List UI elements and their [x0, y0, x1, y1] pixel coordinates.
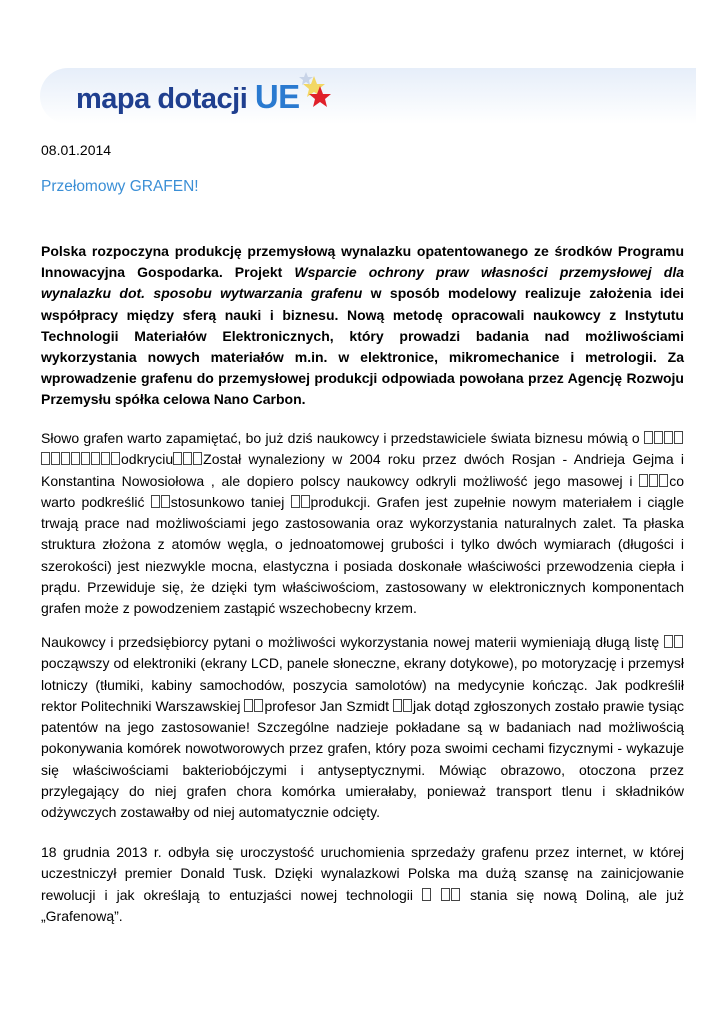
- stars-icon: [284, 70, 334, 115]
- paragraph-2: Naukowcy i przedsiębiorcy pytani o możliwości wykorzystania nowej materii wymieniają długą listę począwszy od elektroniki (ekrany LCD, panele słoneczne, ekrany dotykowe), po motoryzację i przemysł lotniczy (tłumiki, kabiny samochodów, poszycia samolotów) na medycynie kończąc. Jak podkreślił rektor Politechniki Warszawskiej profesor Jan Szmidt jak dotąd zgłoszonych zostało prawie tysiąc patentów na jego zastosowanie! Szczególne nadzieje pokładane są w badaniach nad możliwością pokonywania komórek nowotworowych przez grafen, który poza swoimi cechami fizycznymi - wykazuje się właściwościami bakteriobójczymi i antyseptycznymi. Mówiąc obrazowo, otoczona przez przylegający do niej grafen chora komórka umierałaby, ponieważ transport tlenu i składników odżywczych zostawałby od niej automatycznie odcięty.: [41, 634, 684, 821]
- logo-text: mapa dotacji UE: [76, 78, 300, 115]
- paragraph-3: 18 grudnia 2013 r. odbyła się uroczystość uruchomienia sprzedaży grafenu przez internet, w której uczestniczył premier Donald Tusk. Dzięki wynalazkowi Polska ma dużą szansę na zainicjowanie rewolucji i jak określają to entuzjaści nowej technologii stania się nową Doliną, ale już „Grafenową”.: [41, 844, 684, 924]
- article-title: Przełomowy GRAFEN!: [41, 178, 199, 195]
- article-date: 08.01.2014: [41, 142, 112, 158]
- logo[interactable]: [76, 70, 336, 120]
- paragraph-1: Słowo grafen warto zapamiętać, bo już dziś naukowcy i przedstawiciele świata biznesu mówią o odkryciu Został wynaleziony w 2004 roku przez dwóch Rosjan - Andrieja Gejma i Konstantina Nowosiołowa , ale dopiero polscy naukowcy odkryli możliwość jego masowej i co warto podkreślić stosunkowo taniej produkcji. Grafen jest zupełnie nowym materiałem i ciągle trwają prace nad możliwościami jego zastosowania oraz wykorzystania naturalnych zalet. Ta płaska struktura złożona z atomów węgla, o jednoatomowej grubości i tylko dwóch wymiarach (długości i szerokości) jest niezwykle mocna, elastyczna i posiada doskonałe właściwości przewodzenia ciepła i prądu. Przewiduje się, że dzięki tym właściwościom, zastosowany w elektronicznych komponentach grafen może z powodzeniem zastąpić wszechobecny krzem.: [41, 430, 684, 617]
- article-lead: Polska rozpoczyna produkcję przemysłową wynalazku opatentowanego ze środków Programu Innowacyjna Gospodarka. Projekt Wsparcie ochrony praw własności przemysłowej dla wynalazku dot. sposobu wytwarzania grafenu w sposób modelowy realizuje założenia idei współpracy między sferą nauki i biznesu. Nową metodę opracowali naukowcy z Instytutu Technologii Materiałów Elektronicznych, który prowadzi badania nad możliwościami wykorzystania nowych materiałów m.in. w elektronice, mikromechanice i metrologii. Za wprowadzenie grafenu do przemysłowej produkcji odpowiada powołana przez Agencję Rozwoju Przemysłu spółka celowa Nano Carbon.: [41, 243, 684, 408]
